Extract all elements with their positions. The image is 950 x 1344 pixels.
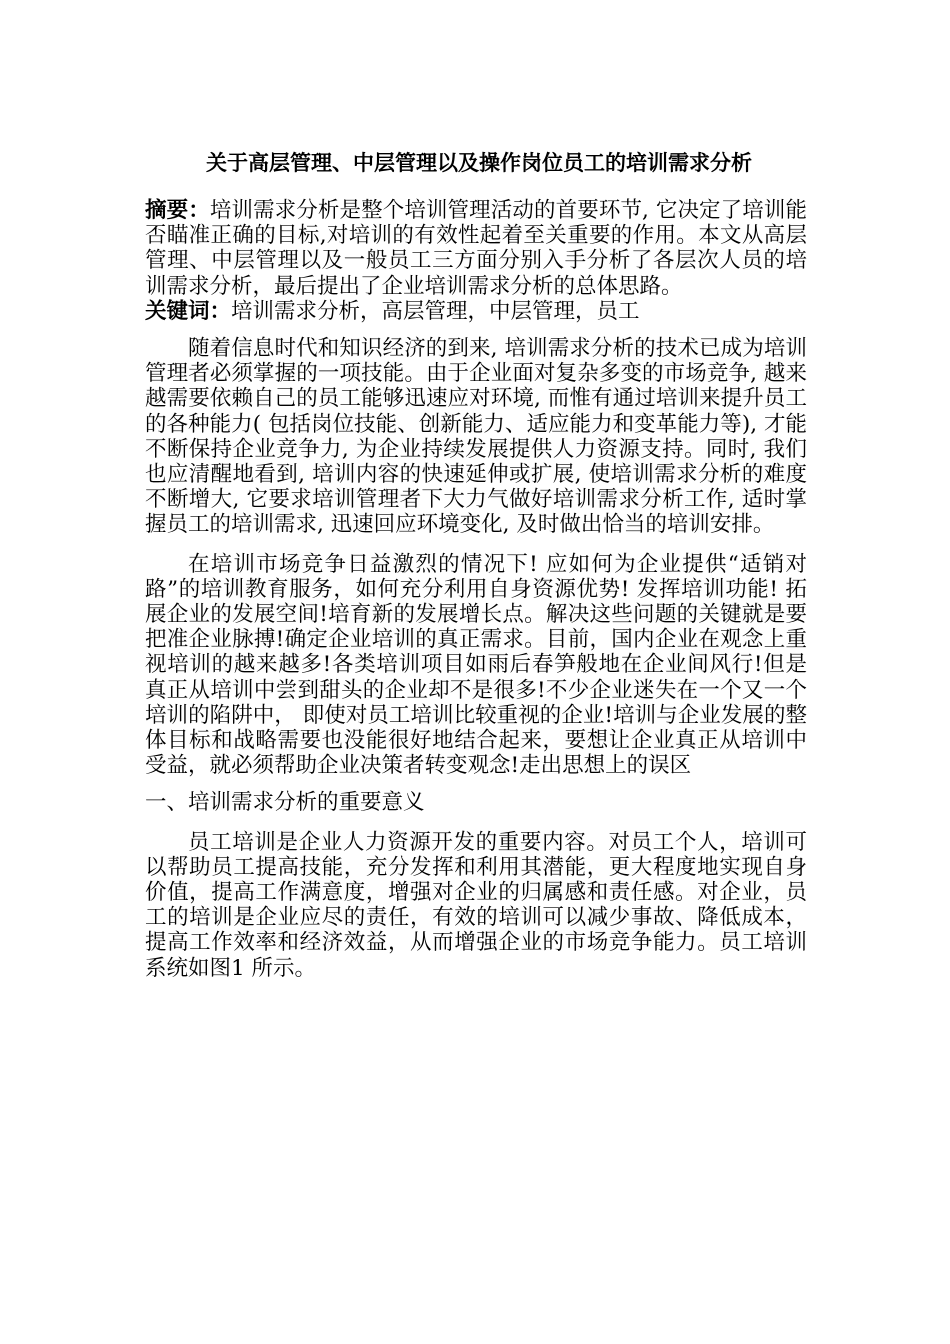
abstract [145,198,807,299]
keywords-text: 培训需求分析，高层管理，中层管理，员工 [231,298,640,324]
abstract-label: 摘要： [145,198,210,223]
keywords-label: 关键词： [145,298,232,324]
document-title: 关于高层管理、中层管理以及操作岗位员工的培训需求分析 [206,150,752,175]
abstract-text: 培训需求分析是整个培训管理活动的首要环节, 它决定了培训能否瞄准正确的目标,对培训的有效性起着至关重要的作用。本文从高层管理、中层管理以及一般员工三方面分别入手分析了各层次人员的培训需求分析，最后提出了企业培训需求分析的总体思路。 [145,198,807,299]
document-page [145,148,807,981]
keywords [145,299,807,324]
body-paragraph: 随着信息时代和知识经济的到来, 培训需求分析的技术已成为培训管理者必须掌握的一项技能。由于企业面对复杂多变的市场竞争, 越来越需要依赖自己的员工能够迅速应对环境, 而惟有通过培训来提升员工的各种能力( 包括岗位技能、创新能力、适应能力和变革能力等), 才能不断保持企业竞争力, 为企业持续发展提供人力资源支持。同时, 我们也应清醒地看到, 培训内容的快速延伸或扩展, 使培训需求分析的难度不断增大, 它要求培训管理者下大力气做好培训需求分析工作, 适时掌握员工的培训需求, 迅速回应环境变化, 及时做出恰当的培训安排。 [145,336,807,538]
section-paragraph: 员工培训是企业人力资源开发的重要内容。对员工个人，培训可以帮助员工提高技能，充分发挥和利用其潜能，更大程度地实现自身价值，提高工作满意度，增强对企业的归属感和责任感。对企业，员工的培训是企业应尽的责任，有效的培训可以减少事故、降低成本，提高工作效率和经济效益，从而增强企业的市场竞争能力。员工培训系统如图1 所示。 [145,829,807,981]
section-heading: 一、培训需求分析的重要意义 [145,790,425,816]
body-paragraph: 在培训市场竞争日益激烈的情况下! 应如何为企业提供“适销对路”的培训教育服务，如何充分利用自身资源优势! 发挥培训功能! 拓展企业的发展空间!培育新的发展增长点。解决这些问题的关键就是要把准企业脉搏!确定企业培训的真正需求。目前，国内企业在观念上重视培训的越来越多!各类培训项目如雨后春笋般地在企业间风行!但是真正从培训中尝到甜头的企业却不是很多!不少企业迷失在一个又一个培训的陷阱中， 即使对员工培训比较重视的企业!培训与企业发展的整体目标和战略需要也没能很好地结合起来，要想让企业真正从培训中受益，就必须帮助企业决策者转变观念!走出思想上的误区 [145,551,807,779]
